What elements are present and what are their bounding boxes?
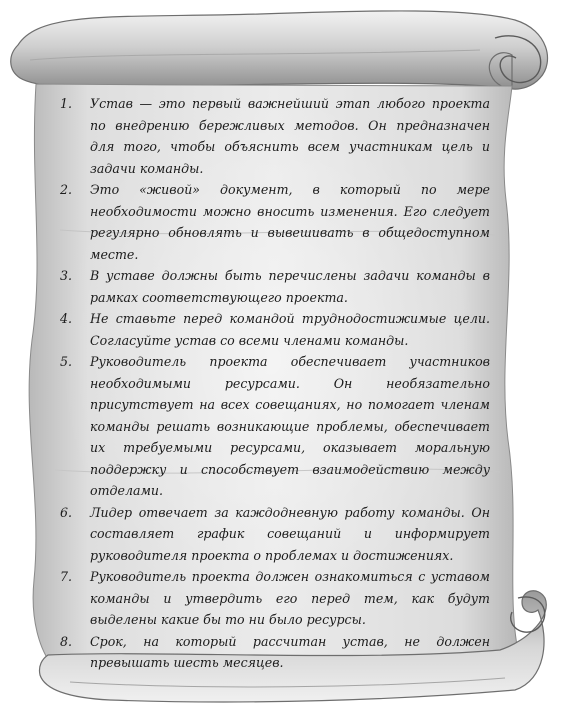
item-text: Лидер отвечает за каждодневную работу команды. Он составляет график совещаний и информирует руководителя проекта о проблемах и достижениях. xyxy=(90,504,490,563)
item-number: 4. xyxy=(60,311,73,326)
item-number: 3. xyxy=(60,268,73,283)
list-item xyxy=(60,631,490,674)
item-number: 2. xyxy=(60,182,73,197)
item-text: Не ставьте перед командой труднодостижимые цели. Согласуйте устав со всеми членами команды. xyxy=(90,311,490,348)
item-text: Срок, на который рассчитан устав, не должен превышать шесть месяцев. xyxy=(90,633,490,670)
item-number: 5. xyxy=(60,354,73,369)
item-number: 8. xyxy=(60,633,73,649)
list-item xyxy=(60,566,490,631)
item-text: В уставе должны быть перечислены задачи команды в рамках соответствующего проекта. xyxy=(90,268,490,305)
charter-rules-list xyxy=(60,93,490,674)
item-number: 1. xyxy=(60,96,73,111)
item-text: Руководитель проекта должен ознакомиться с уставом команды и утвердить его перед тем, как будут выделены какие бы то ни было ресурсы. xyxy=(90,569,490,627)
list-item xyxy=(60,93,490,179)
item-number: 6. xyxy=(60,504,73,520)
list-item xyxy=(60,265,490,308)
list-item xyxy=(60,502,490,567)
scroll-top-roll xyxy=(11,11,548,89)
item-text: Это «живой» документ, в который по мере необходимости можно вносить изменения. Его следует регулярно обновлять и вывешивать в общедоступном месте. xyxy=(90,182,490,262)
item-number: 7. xyxy=(60,569,73,584)
item-text: Устав — это первый важнейший этап любого проекта по внедрению бережливых методов. Он предназначен для того, чтобы объяснить всем участникам цель и задачи команды. xyxy=(90,96,490,176)
list-item xyxy=(60,351,490,502)
list-item xyxy=(60,179,490,265)
item-text: Руководитель проекта обеспечивает участников необходимыми ресурсами. Он необязательно присутствует на всех совещаниях, но помогает членам команды решать возникающие проблемы, обеспечивает их требуемыми ресурсами, оказывает моральную поддержку и способствует взаимодействию между отделами. xyxy=(90,354,490,498)
list-item xyxy=(60,308,490,351)
